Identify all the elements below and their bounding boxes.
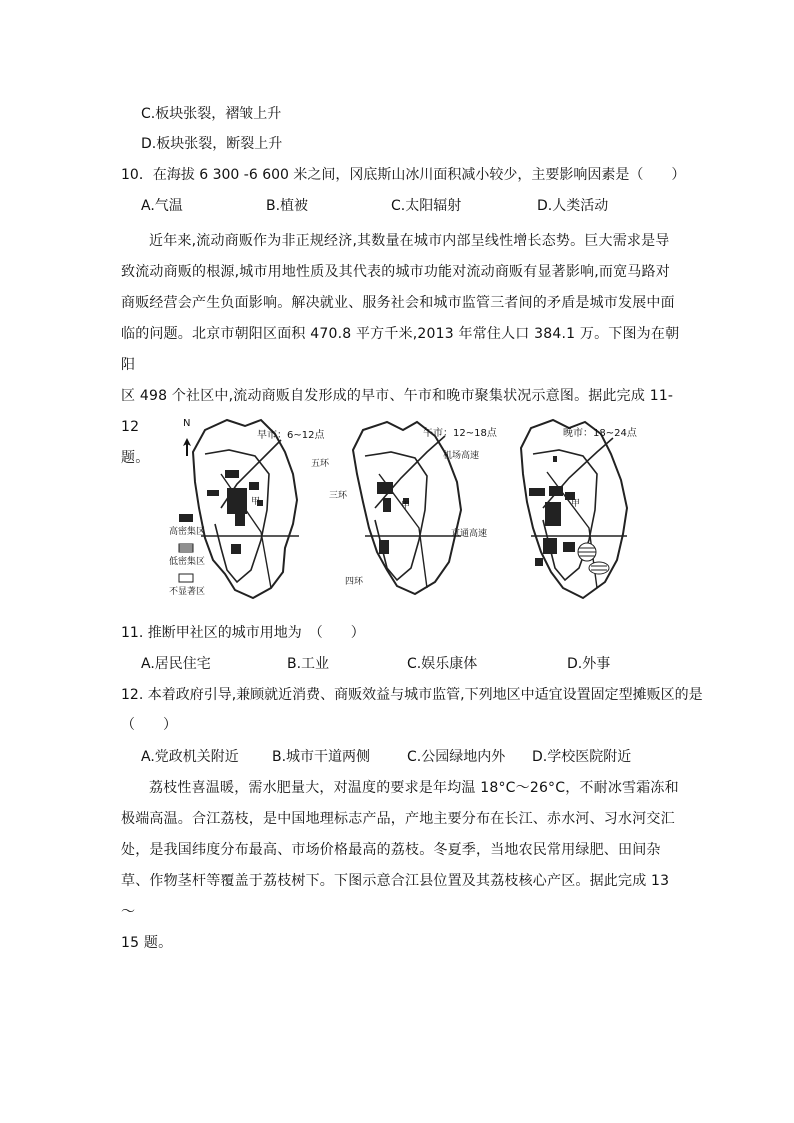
q9-option-d: D.板块张裂，断裂上升 [141,136,283,152]
jia-label: 甲 [401,501,411,511]
passage2-line: 15 题。 [121,935,173,951]
q11-option-a: A.居民住宅 [141,656,211,672]
q9-option-c: C.板块张裂，褶皱上升 [141,106,282,122]
label-ring3: 三环 [329,491,348,501]
label-ring4: 四环 [345,577,364,587]
q12-option-d: D.学校医院附近 [532,749,632,765]
q10-option-d: D.人类活动 [537,198,609,214]
legend-high-swatch [179,514,193,522]
passage1-line: 近年来,流动商贩作为非正规经济,其数量在城市内部呈线性增长态势。巨大需求是导 [149,233,670,249]
map2-title: 午市：12~18点 [423,428,497,439]
label-airport-expressway: 机场高速 [443,451,480,461]
vendor-cluster-maps [165,412,645,604]
passage1-line: 商贩经营会产生负面影响。解决就业、服务社会和城市监管三者间的矛盾是城市发展中面 [121,295,675,311]
q10-option-b: B.植被 [266,198,309,214]
map-evening [521,420,638,598]
label-ring5: 五环 [311,459,330,469]
q12-option-c: C.公园绿地内外 [407,749,506,765]
jia-label: 甲 [251,497,261,507]
legend-low: 低密集区 [169,557,206,567]
passage2-line: 处，是我国纬度分布最高、市场价格最高的荔枝。冬夏季，当地农民常用绿肥、田间杂 [121,842,661,858]
q10-option-a: A.气温 [141,198,183,214]
q12-option-b: B.城市干道两侧 [272,749,371,765]
passage1-line: 题。 [121,450,150,466]
passage1-line: 区 498 个社区中,流动商贩自发形成的早市、午市和晚市聚集状况示意图。据此完成 11-12 [121,388,674,435]
legend-none-swatch [179,574,193,582]
passage1-line: 临的问题。北京市朝阳区面积 470.8 平方千米,2013 年常住人口 384.1 万。下图为在朝阳 [121,326,680,373]
map1-title: 早市：6~12点 [257,430,325,441]
q10-stem: 10．在海拔 6 300 -6 600 米之间，冈底斯山冰川面积减小较少，主要影响因素是（ ） [121,167,686,183]
passage2-line: 荔枝性喜温暖，需水肥量大，对温度的要求是年均温 18°C～26°C，不耐冰雪霜冻和 [149,780,679,796]
label-jingtong-expressway: 京通高速 [451,529,488,539]
jia-label: 甲 [571,499,581,509]
passage2-line: 极端高温。合江荔枝，是中国地理标志产品，产地主要分布在长江、赤水河、习水河交汇 [121,811,675,827]
q11-option-c: C.娱乐康体 [407,656,478,672]
passage1-line: 致流动商贩的根源,城市用地性质及其代表的城市功能对流动商贩有显著影响,而宽马路对 [121,264,670,280]
map-morning [169,418,325,598]
q11-option-b: B.工业 [287,656,330,672]
legend-high: 高密集区 [169,527,206,537]
passage-lychee [121,773,681,959]
map-noon [311,422,498,594]
map3-title: 晚市：18~24点 [563,428,637,439]
q12-paren: （ ） [121,717,177,733]
q12-option-a: A.党政机关附近 [141,749,239,765]
passage2-line: 草、作物茎杆等覆盖于荔枝树下。下图示意合江县位置及其荔枝核心产区。据此完成 13～ [121,873,670,920]
q12-stem: 12. 本着政府引导,兼顾就近消费、商贩效益与城市监管,下列地区中适宜设置固定型摊贩区的是 [121,687,703,703]
q11-option-d: D.外事 [567,656,611,672]
north-label: N [183,418,191,429]
q11-stem: 11. 推断甲社区的城市用地为 （ ） [121,625,365,641]
q10-option-c: C.太阳辐射 [391,198,462,214]
legend-none: 不显著区 [169,587,206,597]
